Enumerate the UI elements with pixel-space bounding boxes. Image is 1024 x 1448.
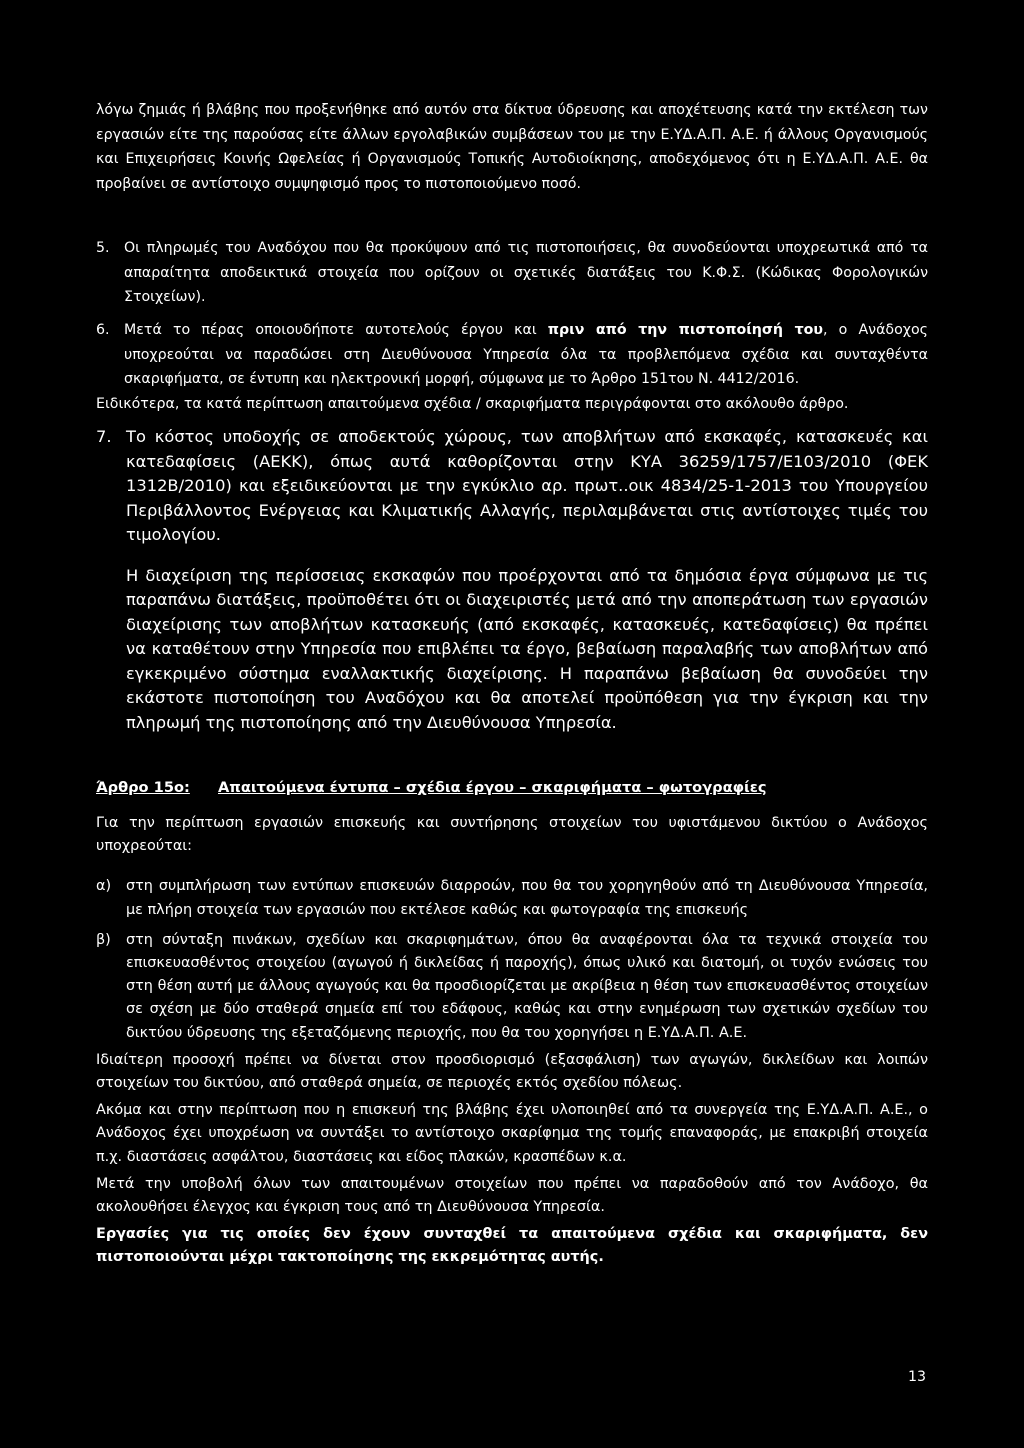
item-5: [96, 236, 928, 310]
article-15-body: [96, 812, 928, 1270]
list-marker: β): [96, 931, 111, 948]
item-text: Μετά το πέρας οποιουδήποτε αυτοτελούς έργου και: [124, 322, 548, 338]
item-text-cont: , ο Ανάδοχος υποχρεούται να παραδώσει στη Διευθύνουσα Υπηρεσία όλα τα προβλεπόμενα σχέδια και συνταχθέντα σκαριφήματα, σε έντυπη και ηλεκτρονική μορφή, σύμφωνα με το Άρθρο 151του Ν. 4412/2016.: [124, 322, 928, 388]
paragraph-approval: Μετά την υποβολή όλων των απαιτουμένων στοιχείων που πρέπει να παραδοθούν από τον Ανάδοχο, θα ακολουθήσει έλεγχος και έγκριση τους από τη Διευθύνουσα Υπηρεσία.: [96, 1175, 928, 1216]
item-6-specifics: Ειδικότερα, τα κατά περίπτωση απαιτούμενα σχέδια / σκαριφήματα περιγράφονται στο ακόλουθο άρθρο.: [96, 395, 849, 412]
list-marker: α): [96, 878, 112, 895]
article-intro: Για την περίπτωση εργασιών επισκευής και συντήρησης στοιχείων του υφιστάμενου δικτύου ο Ανάδοχος υποχρεούται:: [96, 815, 928, 855]
item-text: Οι πληρωμές του Αναδόχου που θα προκύψουν από τις πιστοποιήσεις, θα συνοδεύονται υποχρεωτικά από τα απαραίτητα αποδεικτικά στοιχεία που ορίζουν οι σχετικές διατάξεις του Κ.Φ.Σ. (Κώδικας Φορολογικών Στοιχείων).: [124, 240, 928, 306]
item-number: 6.: [96, 322, 110, 338]
paragraph-precaution: Ιδιαίτερη προσοχή πρέπει να δίνεται στον προσδιορισμό (εξασφάλιση) των αγωγών, δικλείδων και λοιπών στοιχείων του δικτύου, από σταθερά σημεία, σε περιοχές εκτός σχεδίου πόλεως.: [96, 1051, 928, 1092]
list-text: στη σύνταξη πινάκων, σχεδίων και σκαριφημάτων, όπου θα αναφέρονται όλα τα τεχνικά στοιχεία του επισκευασθέντος στοιχείου (αγωγού ή δικλείδας ή παροχής), όπως υλικό και διατομή, οι τυχόν ενώσεις του στη θέση αυτή με άλλους αγωγούς και θα προσδιορίζεται με ακρίβεια η θέση των επισκευασθέντος στοιχείων σε σχέση με δύο σταθερά σημεία επί του εδάφους, καθώς και στην ενημέρωση των σχετικών σχεδίων του δικτύου ύδρευσης της εξεταζόμενης περιοχής, που θα του χορηγήσει η Ε.ΥΔ.Α.Π. Α.Ε.: [126, 931, 928, 1041]
paragraph-warning: Εργασίες για τις οποίες δεν έχουν συνταχθεί τα απαιτούμενα σχέδια και σκαριφήματα, δεν πιστοποιούνται μέχρι τακτοποίησης της εκκρεμότητας αυτής.: [96, 1226, 928, 1266]
item-number: 7.: [96, 427, 112, 446]
list-text: στη συμπλήρωση των εντύπων επισκευών διαρροών, που θα του χορηγηθούν από τη Διευθύνουσα Υπηρεσία, με πλήρη στοιχεία των εργασιών που εκτέλεσε καθώς και φωτογραφία της επισκευής: [126, 878, 928, 918]
list-item-b: [96, 929, 928, 1045]
item-7-management: Η διαχείριση της περίσσειας εκσκαφών που προέρχονται από τα δημόσια έργα σύμφωνα με τις παραπάνω διατάξεις, προϋποθέτει ότι οι διαχειριστές μετά από την αποπεράτωση των εργασιών διαχείρισης των αποβλήτων κατασκευής (από εκσκαφές, κατασκευές, κατεδαφίσεις) θα πρέπει να καταθέτουν στην Υπηρεσία που επιβλέπει τα έργο, βεβαίωση παραλαβής των αποβλήτων από εγκεκριμένο σύστημα εναλλακτικής διαχείρισης. Η παραπάνω βεβαίωση θα συνοδεύει την εκάστοτε πιστοποίηση του Αναδόχου και θα αποτελεί προϋπόθεση για την έγκριση και την πληρωμή της πιστοποίησης από την Διευθύνουσα Υπηρεσία.: [126, 565, 928, 732]
paragraph-text: λόγω ζημιάς ή βλάβης που προξενήθηκε από αυτόν στα δίκτυα ύδρευσης και αποχέτευσης κατά την εκτέλεση των εργασιών είτε της παρούσας είτε άλλων εργολαβικών συμβάσεων του με την Ε.ΥΔ.Α.Π. Α.Ε. ή άλλους Οργανισμούς και Επιχειρήσεις Κοινής Ωφελείας ή Οργανισμούς Τοπικής Αυτοδιοίκησης, αποδεχόμενος ότι η Ε.ΥΔ.Α.Π. Α.Ε. θα προβαίνει σε αντίστοιχο συμψηφισμό προς το πιστοποιούμενο ποσό.: [96, 102, 928, 192]
item-text: Το κόστος υποδοχής σε αποδεκτούς χώρους, των αποβλήτων από εκσκαφές, κατασκευές και κατεδαφίσεις (ΑΕΚΚ), όπως αυτά καθορίζονται στην ΚΥΑ 36259/1757/Ε103/2010 (ΦΕΚ 1312Β/2010) και εξειδικεύονται με την εγκύκλιο αρ. πρωτ..οικ 4834/25-1-2013 του Υπουργείου Περιβάλλοντος Ενέργειας και Κλιματικής Αλλαγής, περιλαμβάνεται στις αντίστοιχες τιμές του τιμολογίου.: [126, 427, 928, 544]
article-15-heading: [96, 779, 928, 796]
continued-paragraph: [96, 98, 928, 196]
item-text-bold: πριν από την πιστοποίησή του: [547, 322, 823, 338]
paragraph-repair: Ακόμα και στην περίπτωση που η επισκευή της βλάβης έχει υλοποιηθεί από τα συνεργεία της Ε.ΥΔ.Α.Π. Α.Ε., ο Ανάδοχος έχει υποχρέωση να συντάξει το αντίστοιχο σκαρίφημα της τομής επαναφοράς, με επακριβή στοιχεία π.χ. διαστάσεις ασφάλτου, διαστάσεις και είδος πλακών, κρασπέδων κ.α.: [96, 1102, 928, 1165]
item-number: 5.: [96, 240, 110, 256]
item-7: [96, 425, 928, 735]
list-item-a: [96, 875, 928, 921]
article-label: Άρθρο 15ο:: [96, 779, 190, 796]
article-title: Απαιτούμενα έντυπα – σχέδια έργου – σκαριφήματα – φωτογραφίες: [218, 779, 767, 796]
page-number: 13: [907, 1369, 926, 1385]
item-6: [96, 318, 928, 416]
